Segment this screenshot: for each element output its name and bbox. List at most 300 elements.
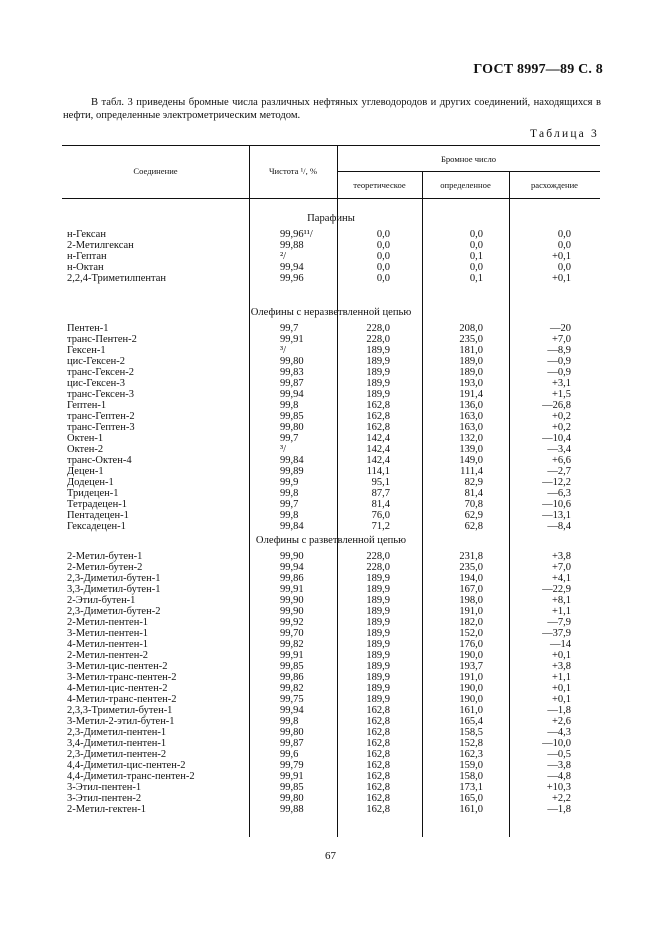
theoretical-value: 189,9	[366, 617, 390, 628]
theoretical-value: 76,0	[371, 510, 390, 521]
compound-name: 3-Этил-пентен-2	[67, 793, 142, 804]
discrepancy-value: —0,5	[547, 749, 571, 760]
compound-name: 2-Этил-бутен-1	[67, 595, 136, 606]
determined-value: 193,0	[459, 378, 483, 389]
table-row	[62, 584, 600, 595]
determined-value: 182,0	[459, 617, 483, 628]
purity-value: 99,94	[280, 562, 304, 573]
compound-name: транс-Гептен-2	[67, 411, 135, 422]
purity-value: 99,79	[280, 760, 304, 771]
compound-name: 3,3-Диметил-бутен-1	[67, 584, 161, 595]
compound-name: 2-Метил-гектен-1	[67, 804, 146, 815]
purity-value: 99,92	[280, 617, 304, 628]
compound-name: 3,4-Диметил-пентен-1	[67, 738, 167, 749]
determined-value: 190,0	[459, 694, 483, 705]
compound-name: 2-Метил-бутен-1	[67, 551, 143, 562]
compound-name: Гептен-1	[67, 400, 107, 411]
determined-value: 165,4	[459, 716, 483, 727]
compound-name: 2,3-Диметил-бутен-1	[67, 573, 161, 584]
table-row	[62, 551, 600, 562]
purity-value: 99,90	[280, 595, 304, 606]
determined-value: 159,0	[459, 760, 483, 771]
theoretical-value: 189,9	[366, 606, 390, 617]
theoretical-value: 162,8	[366, 705, 390, 716]
compound-name: транс-Октен-4	[67, 455, 132, 466]
column-header-purity: Чистота ¹/, %	[268, 166, 318, 176]
compound-name: транс-Гептен-3	[67, 422, 135, 433]
determined-value: 191,4	[459, 389, 483, 400]
table-row	[62, 617, 600, 628]
discrepancy-value: —1,8	[547, 705, 571, 716]
theoretical-value: 0,0	[376, 229, 390, 240]
table-row	[62, 345, 600, 356]
purity-value: 99,88	[280, 804, 304, 815]
compound-name: н-Гексан	[67, 229, 106, 240]
table-row	[62, 499, 600, 510]
table-row	[62, 628, 600, 639]
determined-value: 163,0	[459, 422, 483, 433]
compound-name: н-Гептан	[67, 251, 107, 262]
compound-name: 2-Метил-бутен-2	[67, 562, 143, 573]
theoretical-value: 95,1	[371, 477, 390, 488]
theoretical-value: 189,9	[366, 628, 390, 639]
determined-value: 208,0	[459, 323, 483, 334]
theoretical-value: 114,1	[366, 466, 390, 477]
purity-value: 99,80	[280, 356, 304, 367]
discrepancy-value: +1,1	[551, 606, 571, 617]
discrepancy-value: —3,8	[547, 760, 571, 771]
determined-value: 191,0	[459, 606, 483, 617]
purity-value: 99,90	[280, 606, 304, 617]
determined-value: 158,0	[459, 771, 483, 782]
page-number: 67	[325, 850, 336, 862]
discrepancy-value: —10,4	[542, 433, 571, 444]
discrepancy-value: +3,1	[551, 378, 571, 389]
compound-name: 2,3-Диметил-пентен-1	[67, 727, 167, 738]
determined-value: 198,0	[459, 595, 483, 606]
theoretical-value: 162,8	[366, 804, 390, 815]
table-row	[62, 433, 600, 444]
group-title: Олефины с неразветвленной цепью	[250, 307, 412, 318]
discrepancy-value: —26,8	[542, 400, 571, 411]
discrepancy-value: —0,9	[547, 367, 571, 378]
theoretical-value: 228,0	[366, 334, 390, 345]
column-header-discrepancy: расхождение	[530, 180, 578, 190]
table-row	[62, 738, 600, 749]
purity-value: 99,80	[280, 422, 304, 433]
compound-name: Гексен-1	[67, 345, 106, 356]
determined-value: 189,0	[459, 356, 483, 367]
discrepancy-value: —2,7	[547, 466, 571, 477]
purity-value: 99,88	[280, 240, 304, 251]
compound-name: 2-Метил-пентен-1	[67, 617, 149, 628]
theoretical-value: 228,0	[366, 323, 390, 334]
theoretical-value: 189,9	[366, 595, 390, 606]
determined-value: 0,0	[469, 262, 483, 273]
theoretical-value: 189,9	[366, 672, 390, 683]
theoretical-value: 228,0	[366, 551, 390, 562]
theoretical-value: 189,9	[366, 694, 390, 705]
compound-name: Пентен-1	[67, 323, 109, 334]
purity-value: 99,91	[280, 584, 304, 595]
table-row	[62, 251, 600, 262]
table-row	[62, 749, 600, 760]
table-row	[62, 672, 600, 683]
purity-value: 99,70	[280, 628, 304, 639]
table-row	[62, 262, 600, 273]
determined-value: 139,0	[459, 444, 483, 455]
theoretical-value: 71,2	[371, 521, 390, 532]
table-row	[62, 444, 600, 455]
compound-name: 2,3,3-Триметил-бутен-1	[67, 705, 173, 716]
discrepancy-value: +0,2	[551, 422, 571, 433]
theoretical-value: 162,8	[366, 782, 390, 793]
purity-value: 99,86	[280, 573, 304, 584]
determined-value: 158,5	[459, 727, 483, 738]
compound-name: Тридецен-1	[67, 488, 119, 499]
group-title: Олефины с разветвленной цепью	[255, 535, 407, 546]
determined-value: 161,0	[459, 804, 483, 815]
purity-value: 99,8	[280, 488, 299, 499]
theoretical-value: 162,8	[366, 793, 390, 804]
purity-value: 99,80	[280, 727, 304, 738]
purity-value: 99,91	[280, 334, 304, 345]
intro-paragraph: В табл. 3 приведены бромные числа различных нефтяных углеводородов и других соединений, находящихся в нефти, определенные электрометрическим методом.	[63, 97, 601, 121]
compound-name: 3-Этил-пентен-1	[67, 782, 142, 793]
discrepancy-value: +7,0	[551, 562, 571, 573]
discrepancy-value: +1,5	[551, 389, 571, 400]
theoretical-value: 162,8	[366, 422, 390, 433]
table-row	[62, 771, 600, 782]
determined-value: 193,7	[459, 661, 483, 672]
determined-value: 167,0	[459, 584, 483, 595]
table-row	[62, 694, 600, 705]
theoretical-value: 189,9	[366, 389, 390, 400]
theoretical-value: 81,4	[371, 499, 390, 510]
purity-value: ²/	[280, 251, 287, 262]
compound-name: 4-Метил-пентен-1	[67, 639, 149, 650]
discrepancy-value: +8,1	[551, 595, 571, 606]
discrepancy-value: —1,8	[547, 804, 571, 815]
determined-value: 81,4	[464, 488, 483, 499]
compound-name: 2-Метил-пентен-2	[67, 650, 149, 661]
compound-name: Децен-1	[67, 466, 104, 477]
discrepancy-value: +2,2	[551, 793, 571, 804]
purity-value: 99,87	[280, 738, 304, 749]
discrepancy-value: +3,8	[551, 661, 571, 672]
compound-name: 3-Метил-цис-пентен-2	[67, 661, 168, 672]
compound-name: 4-Метил-транс-пентен-2	[67, 694, 177, 705]
determined-value: 62,9	[464, 510, 483, 521]
discrepancy-value: —3,4	[547, 444, 571, 455]
discrepancy-value: +7,0	[551, 334, 571, 345]
theoretical-value: 0,0	[376, 273, 390, 284]
determined-value: 161,0	[459, 705, 483, 716]
table-row	[62, 573, 600, 584]
table-row	[62, 716, 600, 727]
discrepancy-value: —8,9	[547, 345, 571, 356]
table-row	[62, 422, 600, 433]
discrepancy-value: —13,1	[542, 510, 571, 521]
table-row	[62, 356, 600, 367]
purity-value: 99,86	[280, 672, 304, 683]
discrepancy-value: +0,2	[551, 411, 571, 422]
compound-name: Гексадецен-1	[67, 521, 126, 532]
purity-value: 99,8	[280, 400, 299, 411]
purity-value: 99,91	[280, 771, 304, 782]
compound-name: цис-Гексен-2	[67, 356, 125, 367]
purity-value: 99,94	[280, 389, 304, 400]
determined-value: 82,9	[464, 477, 483, 488]
discrepancy-value: —10,6	[542, 499, 571, 510]
discrepancy-value: —8,4	[547, 521, 571, 532]
table-row	[62, 562, 600, 573]
determined-value: 189,0	[459, 367, 483, 378]
determined-value: 235,0	[459, 334, 483, 345]
purity-value: 99,82	[280, 639, 304, 650]
table-body	[62, 197, 600, 837]
table-row	[62, 705, 600, 716]
table-row	[62, 477, 600, 488]
discrepancy-value: —37,9	[542, 628, 571, 639]
column-header-bromine-number: Бромное число	[440, 154, 497, 164]
discrepancy-value: +2,6	[551, 716, 571, 727]
compound-name: 4,4-Диметил-цис-пентен-2	[67, 760, 186, 771]
header-divider	[337, 171, 600, 172]
compound-name: 2,3-Диметил-бутен-2	[67, 606, 161, 617]
table-row	[62, 510, 600, 521]
theoretical-value: 142,4	[366, 433, 390, 444]
theoretical-value: 189,9	[366, 650, 390, 661]
table-row	[62, 661, 600, 672]
theoretical-value: 162,8	[366, 400, 390, 411]
determined-value: 111,4	[460, 466, 483, 477]
column-header-compound: Соединение	[133, 166, 178, 176]
discrepancy-value: +6,6	[551, 455, 571, 466]
compound-name: транс-Пентен-2	[67, 334, 137, 345]
purity-value: 99,83	[280, 367, 304, 378]
compound-name: 3-Метил-2-этил-бутен-1	[67, 716, 175, 727]
purity-value: 99,8	[280, 510, 299, 521]
compound-name: 4,4-Диметил-транс-пентен-2	[67, 771, 195, 782]
purity-value: 99,89	[280, 466, 304, 477]
theoretical-value: 0,0	[376, 240, 390, 251]
purity-value: 99,9	[280, 477, 299, 488]
table-row	[62, 466, 600, 477]
theoretical-value: 162,8	[366, 749, 390, 760]
determined-value: 165,0	[459, 793, 483, 804]
theoretical-value: 189,9	[366, 683, 390, 694]
compound-name: 3-Метил-пентен-1	[67, 628, 149, 639]
purity-value: 99,90	[280, 551, 304, 562]
table-row	[62, 782, 600, 793]
theoretical-value: 189,9	[366, 661, 390, 672]
table-row	[62, 367, 600, 378]
determined-value: 163,0	[459, 411, 483, 422]
determined-value: 235,0	[459, 562, 483, 573]
purity-value: 99,85	[280, 782, 304, 793]
table-row	[62, 411, 600, 422]
determined-value: 0,0	[469, 240, 483, 251]
discrepancy-value: +0,1	[551, 683, 571, 694]
discrepancy-value: —7,9	[547, 617, 571, 628]
purity-value: 99,94	[280, 262, 304, 273]
determined-value: 136,0	[459, 400, 483, 411]
table-row	[62, 488, 600, 499]
determined-value: 191,0	[459, 672, 483, 683]
table-row	[62, 240, 600, 251]
table-row	[62, 804, 600, 815]
discrepancy-value: +3,8	[551, 551, 571, 562]
determined-value: 62,8	[464, 521, 483, 532]
compound-name: Додецен-1	[67, 477, 114, 488]
discrepancy-value: +4,1	[551, 573, 571, 584]
column-header-determined: определенное	[440, 180, 491, 190]
discrepancy-value: —4,8	[547, 771, 571, 782]
purity-value: 99,84	[280, 455, 304, 466]
theoretical-value: 162,8	[366, 760, 390, 771]
purity-value: 99,6	[280, 749, 299, 760]
compound-name: 2,2,4-Триметилпентан	[67, 273, 167, 284]
purity-value: 99,96¹¹/	[280, 229, 313, 240]
determined-value: 190,0	[459, 683, 483, 694]
group-title: Парафины	[307, 213, 355, 224]
discrepancy-value: —14	[550, 639, 571, 650]
discrepancy-value: —20	[550, 323, 571, 334]
determined-value: 231,8	[459, 551, 483, 562]
determined-value: 0,1	[469, 251, 483, 262]
purity-value: 99,85	[280, 661, 304, 672]
theoretical-value: 189,9	[366, 345, 390, 356]
table-row	[62, 727, 600, 738]
determined-value: 0,0	[469, 229, 483, 240]
discrepancy-value: +0,1	[551, 650, 571, 661]
table-row	[62, 229, 600, 240]
purity-value: 99,7	[280, 499, 299, 510]
table-caption: Таблица 3	[530, 128, 599, 140]
discrepancy-value: —22,9	[542, 584, 571, 595]
compound-name: 3-Метил-транс-пентен-2	[67, 672, 177, 683]
purity-value: 99,80	[280, 793, 304, 804]
theoretical-value: 162,8	[366, 727, 390, 738]
table-row	[62, 639, 600, 650]
theoretical-value: 162,8	[366, 716, 390, 727]
determined-value: 152,8	[459, 738, 483, 749]
discrepancy-value: +0,1	[551, 694, 571, 705]
table-row	[62, 521, 600, 532]
compound-name: транс-Гексен-2	[67, 367, 134, 378]
determined-value: 176,0	[459, 639, 483, 650]
table-row	[62, 793, 600, 804]
table-row	[62, 455, 600, 466]
table-row	[62, 323, 600, 334]
table-row	[62, 273, 600, 284]
theoretical-value: 162,8	[366, 771, 390, 782]
table-row	[62, 389, 600, 400]
purity-value: 99,8	[280, 716, 299, 727]
purity-value: 99,91	[280, 650, 304, 661]
purity-value: ³/	[280, 345, 287, 356]
discrepancy-value: +0,1	[551, 251, 571, 262]
compound-name: Пентадецен-1	[67, 510, 129, 521]
determined-value: 194,0	[459, 573, 483, 584]
theoretical-value: 87,7	[371, 488, 390, 499]
theoretical-value: 142,4	[366, 444, 390, 455]
discrepancy-value: 0,0	[557, 240, 571, 251]
determined-value: 70,8	[464, 499, 483, 510]
purity-value: 99,75	[280, 694, 304, 705]
determined-value: 190,0	[459, 650, 483, 661]
theoretical-value: 162,8	[366, 738, 390, 749]
table-row	[62, 595, 600, 606]
discrepancy-value: +1,1	[551, 672, 571, 683]
theoretical-value: 189,9	[366, 378, 390, 389]
discrepancy-value: —0,9	[547, 356, 571, 367]
compound-name: 2,3-Диметил-пентен-2	[67, 749, 167, 760]
purity-value: 99,85	[280, 411, 304, 422]
discrepancy-value: +10,3	[546, 782, 571, 793]
discrepancy-value: —4,3	[547, 727, 571, 738]
determined-value: 173,1	[459, 782, 483, 793]
determined-value: 149,0	[459, 455, 483, 466]
theoretical-value: 0,0	[376, 262, 390, 273]
discrepancy-value: —10,0	[542, 738, 571, 749]
theoretical-value: 189,9	[366, 639, 390, 650]
purity-value: 99,82	[280, 683, 304, 694]
determined-value: 152,0	[459, 628, 483, 639]
purity-value: 99,7	[280, 323, 299, 334]
purity-value: 99,87	[280, 378, 304, 389]
determined-value: 132,0	[459, 433, 483, 444]
compound-name: 2-Метилгексан	[67, 240, 134, 251]
column-header-theoretical: теоретическое	[353, 180, 406, 190]
theoretical-value: 162,8	[366, 411, 390, 422]
discrepancy-value: 0,0	[557, 229, 571, 240]
compound-name: транс-Гексен-3	[67, 389, 134, 400]
table-row	[62, 334, 600, 345]
theoretical-value: 0,0	[376, 251, 390, 262]
table-row	[62, 606, 600, 617]
theoretical-value: 142,4	[366, 455, 390, 466]
theoretical-value: 189,9	[366, 584, 390, 595]
table-row	[62, 378, 600, 389]
compound-name: 4-Метил-цис-пентен-2	[67, 683, 168, 694]
purity-value: 99,7	[280, 433, 299, 444]
theoretical-value: 189,9	[366, 367, 390, 378]
table-row	[62, 760, 600, 771]
determined-value: 181,0	[459, 345, 483, 356]
table-row	[62, 400, 600, 411]
purity-value: 99,96	[280, 273, 304, 284]
compound-name: Октен-2	[67, 444, 104, 455]
discrepancy-value: 0,0	[557, 262, 571, 273]
determined-value: 162,3	[459, 749, 483, 760]
compound-name: Тетрадецен-1	[67, 499, 127, 510]
theoretical-value: 228,0	[366, 562, 390, 573]
compound-name: Октен-1	[67, 433, 104, 444]
purity-value: 99,84	[280, 521, 304, 532]
discrepancy-value: —6,3	[547, 488, 571, 499]
determined-value: 0,1	[469, 273, 483, 284]
table-row	[62, 650, 600, 661]
document-header: ГОСТ 8997—89 С. 8	[473, 62, 603, 77]
table-header	[62, 145, 600, 199]
theoretical-value: 189,9	[366, 573, 390, 584]
purity-value: ³/	[280, 444, 287, 455]
discrepancy-value: +0,1	[551, 273, 571, 284]
discrepancy-value: —12,2	[542, 477, 571, 488]
purity-value: 99,94	[280, 705, 304, 716]
